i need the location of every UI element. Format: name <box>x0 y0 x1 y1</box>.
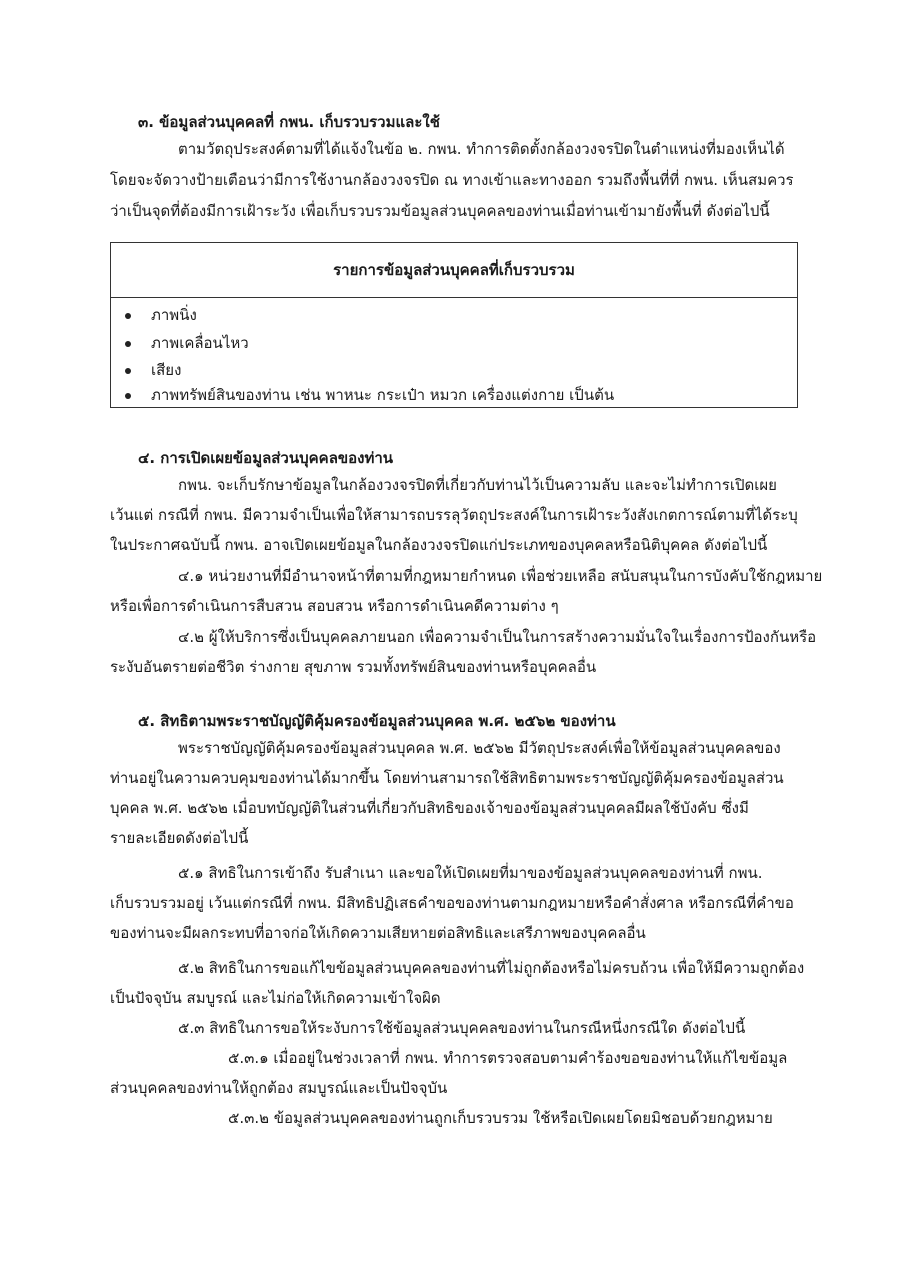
table-list-item <box>125 333 249 353</box>
section-5-item-1-line: ของท่านจะมีผลกระทบที่อาจก่อให้เกิดความเสียหายต่อสิทธิและเสรีภาพของบุคคลอื่น <box>110 924 646 942</box>
section-5-paragraph-line: บุคคล พ.ศ. ๒๕๖๒ เมื่อบทบัญญัติในส่วนที่เกี่ยวกับสิทธิของเจ้าของข้อมูลส่วนบุคคลมีผลใช้บังคับ ซึ่งมี <box>110 799 749 817</box>
section-4-paragraph-line: กพน. จะเก็บรักษาข้อมูลในกล้องวงจรปิดที่เกี่ยวกับท่านไว้เป็นความลับ และจะไม่ทำการเปิดเผย <box>178 476 777 494</box>
section-4-paragraph-line: ในประกาศฉบับนี้ กพน. อาจเปิดเผยข้อมูลในกล้องวงจรปิดแก่ประเภทของบุคคลหรือนิติบุคคล ดังต่อไปนี้ <box>110 536 768 554</box>
section-3-heading: ๓. ข้อมูลส่วนบุคคลที่ กพน. เก็บรวบรวมและใช้ <box>138 113 440 131</box>
section-5-paragraph-line: พระราชบัญญัติคุ้มครองข้อมูลส่วนบุคคล พ.ศ. ๒๕๖๒ มีวัตถุประสงค์เพื่อให้ข้อมูลส่วนบุคคลของ <box>178 739 781 757</box>
section-4-item-2-line: ระงับอันตรายต่อชีวิต ร่างกาย สุขภาพ รวมทั้งทรัพย์สินของท่านหรือบุคคลอื่น <box>110 658 597 676</box>
section-5-item-3-1-line: ๕.๓.๑ เมื่ออยู่ในช่วงเวลาที่ กพน. ทำการตรวจสอบตามคำร้องขอของท่านให้แก้ไขข้อมูล <box>228 1049 788 1067</box>
section-3-paragraph-line: ตามวัตถุประสงค์ตามที่ได้แจ้งในข้อ ๒. กพน. ทำการติดตั้งกล้องวงจรปิดในตำแหน่งที่มองเห็นได้ <box>178 140 785 158</box>
section-5-paragraph-line: ท่านอยู่ในความควบคุมของท่านได้มากขึ้น โดยท่านสามารถใช้สิทธิตามพระราชบัญญัติคุ้มครองข้อมูลส่วน <box>110 769 784 787</box>
section-4-item-2-line: ๔.๒ ผู้ให้บริการซึ่งเป็นบุคคลภายนอก เพื่อความจำเป็นในการสร้างความมั่นใจในเรื่องการป้องกันหรือ <box>178 628 817 646</box>
section-5-item-3-2-line: ๕.๓.๒ ข้อมูลส่วนบุคคลของท่านถูกเก็บรวบรวม ใช้หรือเปิดเผยโดยมิชอบด้วยกฎหมาย <box>228 1109 773 1127</box>
list-item-text: ภาพเคลื่อนไหว <box>151 334 249 352</box>
section-5-heading: ๕. สิทธิตามพระราชบัญญัติคุ้มครองข้อมูลส่วนบุคคล พ.ศ. ๒๕๖๒ ของท่าน <box>138 712 616 730</box>
list-item-text: เสียง <box>151 361 182 379</box>
section-4-item-1-line: หรือเพื่อการดำเนินการสืบสวน สอบสวน หรือการดำเนินคดีความต่าง ๆ <box>110 597 559 615</box>
section-4-heading: ๔. การเปิดเผยข้อมูลส่วนบุคคลของท่าน <box>138 449 394 467</box>
bullet-icon <box>125 341 131 347</box>
section-5-item-2-line: ๕.๒ สิทธิในการขอแก้ไขข้อมูลส่วนบุคคลของท่านที่ไม่ถูกต้องหรือไม่ครบถ้วน เพื่อให้มีความถูกต้อง <box>178 959 805 977</box>
section-5-paragraph-line: รายละเอียดดังต่อไปนี้ <box>110 829 249 847</box>
table-list-item <box>125 305 197 325</box>
section-4-paragraph-line: เว้นแต่ กรณีที่ กพน. มีความจำเป็นเพื่อให้สามารถบรรลุวัตถุประสงค์ในการเฝ้าระวังสังเกตการณ์ตามที่ได้ระบุ <box>110 506 798 524</box>
bullet-icon <box>125 368 131 374</box>
section-4-item-1-line: ๔.๑ หน่วยงานที่มีอำนาจหน้าที่ตามที่กฎหมายกำหนด เพื่อช่วยเหลือ สนับสนุนในการบังคับใช้กฎหมาย <box>178 567 823 585</box>
list-item-text: ภาพทรัพย์สินของท่าน เช่น พาหนะ กระเป๋า หมวก เครื่องแต่งกาย เป็นต้น <box>151 386 615 404</box>
table-list-item <box>125 385 614 405</box>
section-5-item-3-line: ๕.๓ สิทธิในการขอให้ระงับการใช้ข้อมูลส่วนบุคคลของท่านในกรณีหนึ่งกรณีใด ดังต่อไปนี้ <box>178 1019 746 1037</box>
bullet-icon <box>125 393 131 399</box>
section-5-item-1-line: เก็บรวบรวมอยู่ เว้นแต่กรณีที่ กพน. มีสิทธิปฏิเสธคำขอของท่านตามกฎหมายหรือคำสั่งศาล หรือกรณีที่คำขอ <box>110 894 794 912</box>
section-5-item-2-line: เป็นปัจจุบัน สมบูรณ์ และไม่ก่อให้เกิดความเข้าใจผิด <box>110 989 441 1007</box>
list-item-text: ภาพนิ่ง <box>151 306 197 324</box>
section-3-paragraph-line: ว่าเป็นจุดที่ต้องมีการเฝ้าระวัง เพื่อเก็บรวบรวมข้อมูลส่วนบุคคลของท่านเมื่อท่านเข้ามายังพื้นที่ ดังต่อไปนี้ <box>110 202 770 220</box>
section-3-paragraph-line: โดยจะจัดวางป้ายเตือนว่ามีการใช้งานกล้องวงจรปิด ณ ทางเข้าและทางออก รวมถึงพื้นที่ที่ กพน. เห็นสมควร <box>110 171 794 189</box>
collected-data-table <box>110 242 798 408</box>
section-5-item-3-1-line: ส่วนบุคคลของท่านให้ถูกต้อง สมบูรณ์และเป็นปัจจุบัน <box>110 1079 448 1097</box>
bullet-icon <box>125 313 131 319</box>
table-list-item <box>125 360 181 380</box>
table-header: รายการข้อมูลส่วนบุคคลที่เก็บรวบรวม <box>111 243 797 298</box>
section-5-item-1-line: ๕.๑ สิทธิในการเข้าถึง รับสำเนา และขอให้เปิดเผยที่มาของข้อมูลส่วนบุคคลของท่านที่ กพน. <box>178 864 763 882</box>
